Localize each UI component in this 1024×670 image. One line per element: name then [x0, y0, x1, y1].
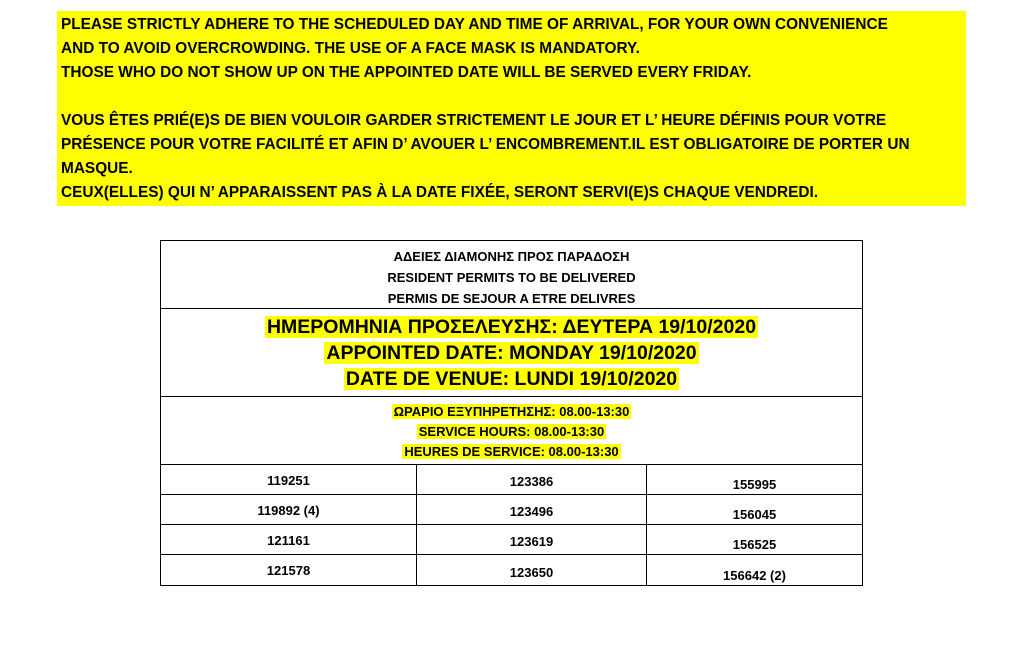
permit-cell: 156045: [647, 495, 862, 525]
permit-cell: 121578: [161, 555, 417, 585]
notice-banner: [57, 11, 966, 206]
header-greek: ΑΔΕΙΕΣ ΔΙΑΜΟΝΗΣ ΠΡΟΣ ΠΑΡΑΔΟΣΗ: [393, 249, 630, 264]
permit-cell: 123650: [417, 555, 647, 585]
permit-cell: 123496: [417, 495, 647, 525]
notice-en-line-3: THOSE WHO DO NOT SHOW UP ON THE APPOINTED DATE WILL BE SERVED EVERY FRIDAY.: [61, 64, 752, 81]
appointed-date-section: [161, 309, 862, 397]
date-english: APPOINTED DATE: MONDAY 19/10/2020: [326, 342, 697, 364]
notice-en-line-1: PLEASE STRICTLY ADHERE TO THE SCHEDULED DAY AND TIME OF ARRIVAL, FOR YOUR OWN CONVENIENCE: [61, 16, 888, 33]
header-english: RESIDENT PERMITS TO BE DELIVERED: [387, 270, 636, 285]
permit-cell: 156525: [647, 525, 862, 555]
header-french: PERMIS DE SEJOUR A ETRE DELIVRES: [387, 291, 636, 306]
permit-cell: 156642 (2): [723, 568, 786, 583]
notice-en-line-2: AND TO AVOID OVERCROWDING. THE USE OF A FACE MASK IS MANDATORY.: [61, 40, 640, 57]
permit-cell: 155995: [647, 465, 862, 495]
table-header: [161, 241, 862, 309]
permit-cell: 121161: [161, 525, 417, 555]
permit-cell: 119892 (4): [161, 495, 417, 525]
permits-table: [160, 240, 863, 586]
hours-english: SERVICE HOURS: 08.00-13:30: [418, 424, 605, 439]
hours-greek: ΩΡΑΡΙΟ ΕΞΥΠΗΡΕΤΗΣΗΣ: 08.00-13:30: [393, 404, 630, 419]
date-french: DATE DE VENUE: LUNDI 19/10/2020: [345, 368, 678, 390]
permit-cell: 123619: [417, 525, 647, 555]
permit-cell: 123386: [417, 465, 647, 495]
notice-fr-paragraph: VOUS ÊTES PRIÉ(E)S DE BIEN VOULOIR GARDER STRICTEMENT LE JOUR ET L’ HEURE DÉFINIS POUR VOTRE PRÉSENCE POUR VOTRE FACILITÉ ET AFIN D’ AVOUER L’ ENCOMBREMENT.IL EST OBLIGATOIRE DE PORTER UN MASQUE.: [61, 112, 910, 177]
permit-cell: 119251: [161, 465, 417, 495]
hours-french: HEURES DE SERVICE: 08.00-13:30: [404, 444, 619, 459]
notice-fr-line-2: CEUX(ELLES) QUI N’ APPARAISSENT PAS À LA DATE FIXÉE, SERONT SERVI(E)S CHAQUE VENDREDI.: [61, 184, 819, 201]
notice-spacer: [61, 85, 962, 109]
permit-numbers-grid: [161, 465, 862, 585]
date-greek: ΗΜΕΡΟΜΗΝΙΑ ΠΡΟΣΕΛΕΥΣΗΣ: ΔΕΥΤΕΡΑ 19/10/2020: [266, 316, 757, 338]
service-hours-section: [161, 397, 862, 465]
